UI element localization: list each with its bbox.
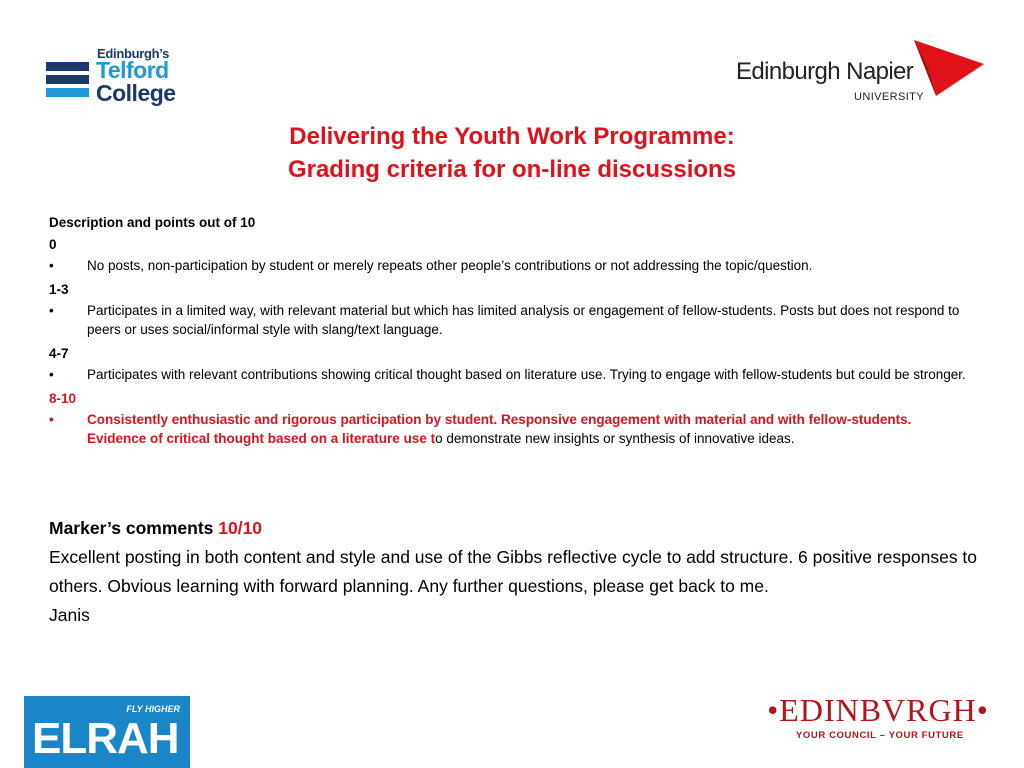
criteria-bullet <box>49 256 969 275</box>
title-line-2: Grading criteria for on-line discussions <box>287 156 737 183</box>
bullet-text: Participates in a limited way, with relevant material but which has limited analysis or engagement of fellow-students. Posts but does not respond to peers or uses social/informal style with slang/text language. <box>87 303 960 337</box>
title-line-1: Delivering the Youth Work Programme: <box>289 123 735 150</box>
bullet-text: No posts, non-participation by student or merely repeats other people’s contributions or not addressing the topic/question. <box>87 258 813 273</box>
telford-logo-line3: College <box>96 80 176 106</box>
bullet-icon: • <box>49 412 54 427</box>
bullet-icon: • <box>49 303 54 318</box>
bullet-text: Participates with relevant contributions showing critical thought based on literature use. Trying to engage with fellow-students but could be stronger. <box>87 367 966 382</box>
page-title <box>0 120 1024 186</box>
bullet-icon: • <box>49 258 54 273</box>
criteria-bullet <box>49 301 969 339</box>
marker-comments <box>49 514 989 630</box>
comments-signature: Janis <box>49 605 90 625</box>
comments-heading <box>49 514 989 543</box>
bullet-icon: • <box>49 367 54 382</box>
napier-logo-sub: UNIVERSITY <box>854 91 925 103</box>
napier-triangle-icon <box>914 38 986 98</box>
elrah-wordmark: ELRAH <box>32 714 179 763</box>
napier-logo-name: Edinburgh Napier <box>736 58 914 85</box>
criteria-bullet <box>49 365 969 384</box>
comments-score: 10/10 <box>218 518 263 538</box>
telford-college-logo <box>46 44 196 114</box>
council-tagline: YOUR COUNCIL – YOUR FUTURE <box>796 730 964 741</box>
band-label: 4-7 <box>49 346 69 361</box>
bullet-text: o demonstrate new insights or synthesis of innovative ideas. <box>435 431 795 446</box>
comments-body: Excellent posting in both content and style and use of the Gibbs reflective cycle to add structure. 6 positive responses to others. Obvious learning with forward planning. Any further questions, please get back to me. <box>49 547 978 596</box>
edinburgh-council-logo <box>752 692 1004 748</box>
bullet-text-emphasis: Consistently enthusiastic and rigorous participation by student. Responsive engagement with material and with fellow-students. Evidence of critical thought based on a literature use t <box>87 412 912 446</box>
comments-label: Marker’s comments <box>49 518 219 538</box>
elrah-tagline: FLY HIGHER <box>126 704 180 714</box>
grading-criteria <box>49 212 969 452</box>
band-label: 0 <box>49 237 57 252</box>
band-label: 1-3 <box>49 282 69 297</box>
criteria-bullet <box>49 410 969 448</box>
napier-university-logo <box>736 38 990 104</box>
telford-logo-line1: Edinburgh’s <box>97 46 170 61</box>
band-label-highlighted: 8-10 <box>49 391 77 406</box>
council-wordmark: •EDINBVRGH• <box>767 692 989 728</box>
criteria-heading: Description and points out of 10 <box>49 215 256 230</box>
telford-logo-line2: Telford <box>96 57 169 83</box>
elrah-logo <box>24 696 190 768</box>
